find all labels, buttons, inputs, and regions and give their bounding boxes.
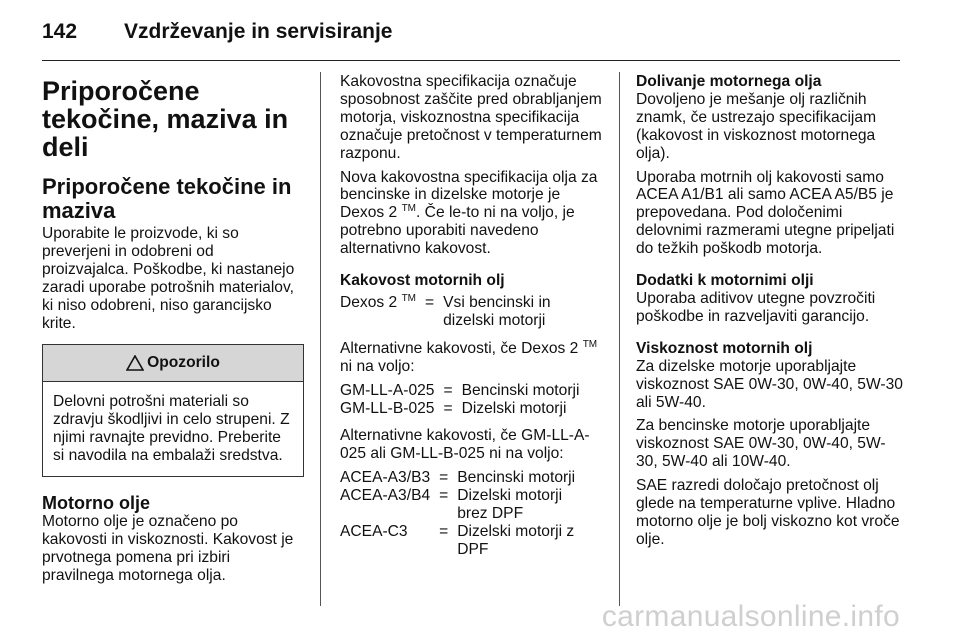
topping-up-paragraph-2: Uporaba motrnih olj kakovosti samo ACEA A1/B1 ali samo ACEA A5/B5 je prepovedana. Pod določenimi delovnimi razmerami utegne pripeljati do težkih poškodb motorja. bbox=[636, 168, 895, 258]
additives-paragraph: Uporaba aditivov utegne povzročiti poškodbe in razveljaviti garancijo. bbox=[636, 289, 876, 325]
column-2 bbox=[340, 73, 604, 565]
column-divider-1 bbox=[320, 72, 321, 606]
table-row: ACEA-A3/B4 = Dizelski motorji brez DPF bbox=[340, 487, 563, 523]
topping-up-heading: Dolivanje motornega olja bbox=[636, 73, 822, 90]
running-head: Vzdrževanje in servisiranje bbox=[124, 20, 393, 43]
watermark: carmanualsonline.info bbox=[601, 600, 900, 633]
viscosity-petrol-paragraph: Za bencinske motorje uporabljajte viskoznost SAE 0W-30, 0W-40, 5W-30, 5W-40 ali 10W-40. bbox=[636, 417, 886, 471]
table-row: ACEA-A3/B3 = Bencinski motorji bbox=[340, 469, 576, 487]
column-3 bbox=[636, 73, 906, 555]
page-number: 142 bbox=[42, 20, 78, 43]
alt-quality-table-1 bbox=[340, 382, 579, 418]
alt-quality-1: Alternativne kakovosti, če Dexos 2 ™ ni na voljo: bbox=[340, 338, 598, 375]
section-text-motor-oil: Motorno olje je označeno po kakovosti in viskoznosti. Kakovost je prvotnega pomena pri izbiri pravilnega motornega olja. bbox=[42, 513, 294, 584]
topping-up-paragraph-1: Dovoljeno je mešanje olj različnih znamk, če ustrezajo specifikacijam (kakovost in viskoznost motornega olja). bbox=[636, 90, 877, 162]
section-heading-motor-oil: Motorno olje bbox=[42, 493, 150, 514]
sae-classes-paragraph: SAE razredi določajo pretočnost olj glede na temperaturne vplive. Hladno motorno olje je bolj viskozno kot vroče olje. bbox=[636, 477, 900, 548]
warning-title-bar bbox=[43, 345, 303, 382]
warning-triangle-icon bbox=[126, 355, 144, 371]
alt-quality-table-2 bbox=[340, 469, 577, 559]
column-divider-2 bbox=[619, 72, 620, 606]
dexos-paragraph: Nova kakovostna specifikacija olja za bencinske in dizelske motorje je Dexos 2 ™. Če le-to ni na voljo, je potrebno uporabiti navedeno alternativno kakovost. bbox=[340, 168, 598, 258]
table-row: GM-LL-A-025 = Bencinski motorji bbox=[340, 381, 580, 399]
additives-heading: Dodatki k motornimi olji bbox=[636, 272, 814, 290]
viscosity-diesel-paragraph: Za dizelske motorje uporabljajte viskoznost SAE 0W-30, 0W-40, 5W-30 ali 5W-40. bbox=[636, 357, 903, 411]
subtitle: Priporočene tekočine in maziva bbox=[42, 174, 292, 223]
column-1 bbox=[42, 73, 304, 591]
header-rule bbox=[42, 60, 900, 61]
main-title: Priporočene tekočine, maziva in deli bbox=[42, 76, 289, 162]
warning-box bbox=[42, 344, 304, 477]
alt-quality-2: Alternativne kakovosti, če GM-LL-A-025 ali GM-LL-B-025 ni na voljo: bbox=[340, 427, 590, 463]
page-header bbox=[42, 14, 900, 54]
table-row: Dexos 2 ™ = Vsi bencinski in dizelski motorji bbox=[340, 292, 551, 329]
warning-title: Opozorilo bbox=[147, 354, 220, 372]
oil-quality-heading: Kakovost motornih olj bbox=[340, 272, 505, 290]
warning-body: Delovni potrošni materiali so zdravju škodljivi in celo strupeni. Z njimi ravnajte previdno. Preberite si navodila na embalaži sredstva. bbox=[53, 393, 290, 465]
intro-paragraph: Uporabite le proizvode, ki so preverjeni in odobreni od proizvajalca. Poškodbe, ki nastanejo zaradi uporabe potrošnih materialov, ki niso odobreni, niso garancijsko krite. bbox=[42, 225, 295, 332]
dexos-table bbox=[340, 294, 604, 330]
table-row: GM-LL-B-025 = Dizelski motorji bbox=[340, 399, 567, 417]
trademark: TM bbox=[401, 203, 417, 215]
viscosity-heading: Viskoznost motornih olj bbox=[636, 339, 813, 357]
quality-spec-paragraph: Kakovostna specifikacija označuje sposobnost zaščite pred obrabljanjem motorja, viskoznostna specifikacija označuje pretočnost v temperaturnem razponu. bbox=[340, 73, 602, 162]
table-row: ACEA-C3 = Dizelski motorji z DPF bbox=[340, 522, 575, 558]
